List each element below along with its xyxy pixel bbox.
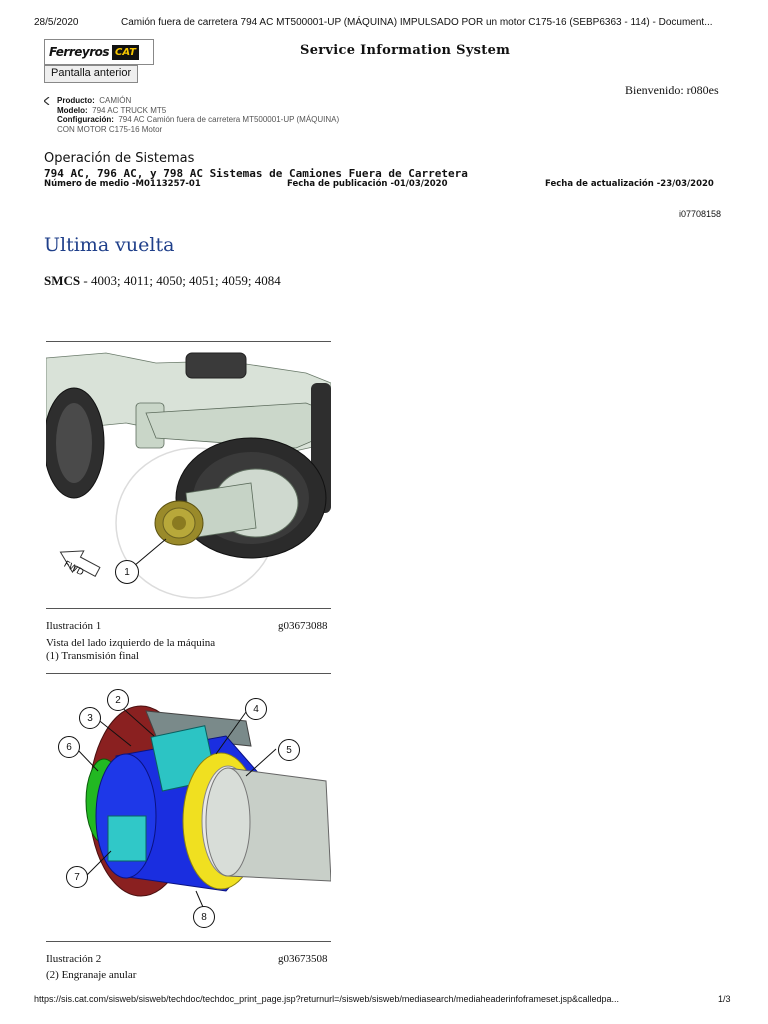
doc-subtitle: 794 AC, 796 AC, y 798 AC Sistemas de Camiones Fuera de Carretera	[44, 167, 468, 180]
figure1-code: g03673088	[278, 620, 328, 632]
truck-wheel-drawing	[46, 343, 331, 608]
figure2-code: g03673508	[278, 953, 328, 965]
document-id: i07708158	[679, 209, 722, 219]
figure1-bottom-rule	[46, 608, 331, 609]
configuracion-label: Configuración:	[57, 115, 114, 124]
figure1-caption-1: Vista del lado izquierdo de la máquina	[46, 637, 216, 649]
product-info	[57, 96, 339, 125]
figure1-top-rule	[46, 341, 331, 342]
collapse-arrow-icon[interactable]	[44, 97, 50, 107]
callout-7: 7	[66, 866, 88, 888]
callout-3: 3	[79, 707, 101, 729]
back-button[interactable]: Pantalla anterior	[44, 65, 138, 83]
smcs-codes	[44, 273, 281, 289]
figure1-caption-2: (1) Transmisión final	[46, 650, 139, 662]
callout-1: 1	[115, 560, 139, 584]
footer-url: https://sis.cat.com/sisweb/sisweb/techdoc/techdoc_print_page.jsp?returnurl=/sisweb/sisweb/mediasearch/mediaheaderinfoframeset.jsp&calledpa...	[34, 994, 620, 1004]
callout-5: 5	[278, 739, 300, 761]
print-date: 28/5/2020	[34, 17, 79, 28]
figure2-bottom-rule	[46, 941, 331, 942]
ferreyros-logo-text: Ferreyros	[49, 45, 110, 59]
page-number: 1/3	[718, 994, 731, 1004]
update-date: Fecha de actualización -23/03/2020	[545, 179, 714, 189]
callout-2: 2	[107, 689, 129, 711]
ferreyros-cat-logo	[44, 39, 154, 65]
fwd-arrow-label: FWD	[61, 559, 86, 579]
print-title: Camión fuera de carretera 794 AC MT500001-UP (MÁQUINA) IMPULSADO POR un motor C175-16 (SEBP6363 - 114) - Document...	[121, 17, 713, 28]
producto-label: Producto:	[57, 96, 95, 105]
smcs-values: - 4003; 4011; 4050; 4051; 4059; 4084	[80, 273, 281, 288]
section-title: Operación de Sistemas	[44, 151, 195, 166]
smcs-label: SMCS	[44, 273, 81, 288]
page-heading: Ultima vuelta	[44, 234, 175, 256]
publication-date: Fecha de publicación -01/03/2020	[287, 179, 448, 189]
callout-8: 8	[193, 906, 215, 928]
welcome-text: Bienvenido: r080es	[625, 83, 719, 97]
modelo-value: 794 AC TRUCK MT5	[92, 105, 167, 115]
media-number: Número de medio -M0113257-01	[44, 179, 201, 189]
figure2-top-rule	[46, 673, 331, 674]
cat-logo: CAT	[112, 45, 139, 60]
figure2-caption-1: (2) Engranaje anular	[46, 969, 137, 981]
figure1-label: Ilustración 1	[46, 620, 102, 632]
producto-value: CAMIÓN	[99, 96, 132, 105]
modelo-label: Modelo:	[57, 105, 88, 115]
figure1-illustration	[46, 343, 331, 608]
site-title: Service Information System	[300, 43, 511, 58]
configuracion-value: 794 AC Camión fuera de carretera MT500001-UP (MÁQUINA)	[118, 115, 340, 124]
figure2-label: Ilustración 2	[46, 953, 102, 965]
callout-6: 6	[58, 736, 80, 758]
configuracion-line-2: CON MOTOR C175-16 Motor	[57, 125, 163, 134]
callout-4: 4	[245, 698, 267, 720]
